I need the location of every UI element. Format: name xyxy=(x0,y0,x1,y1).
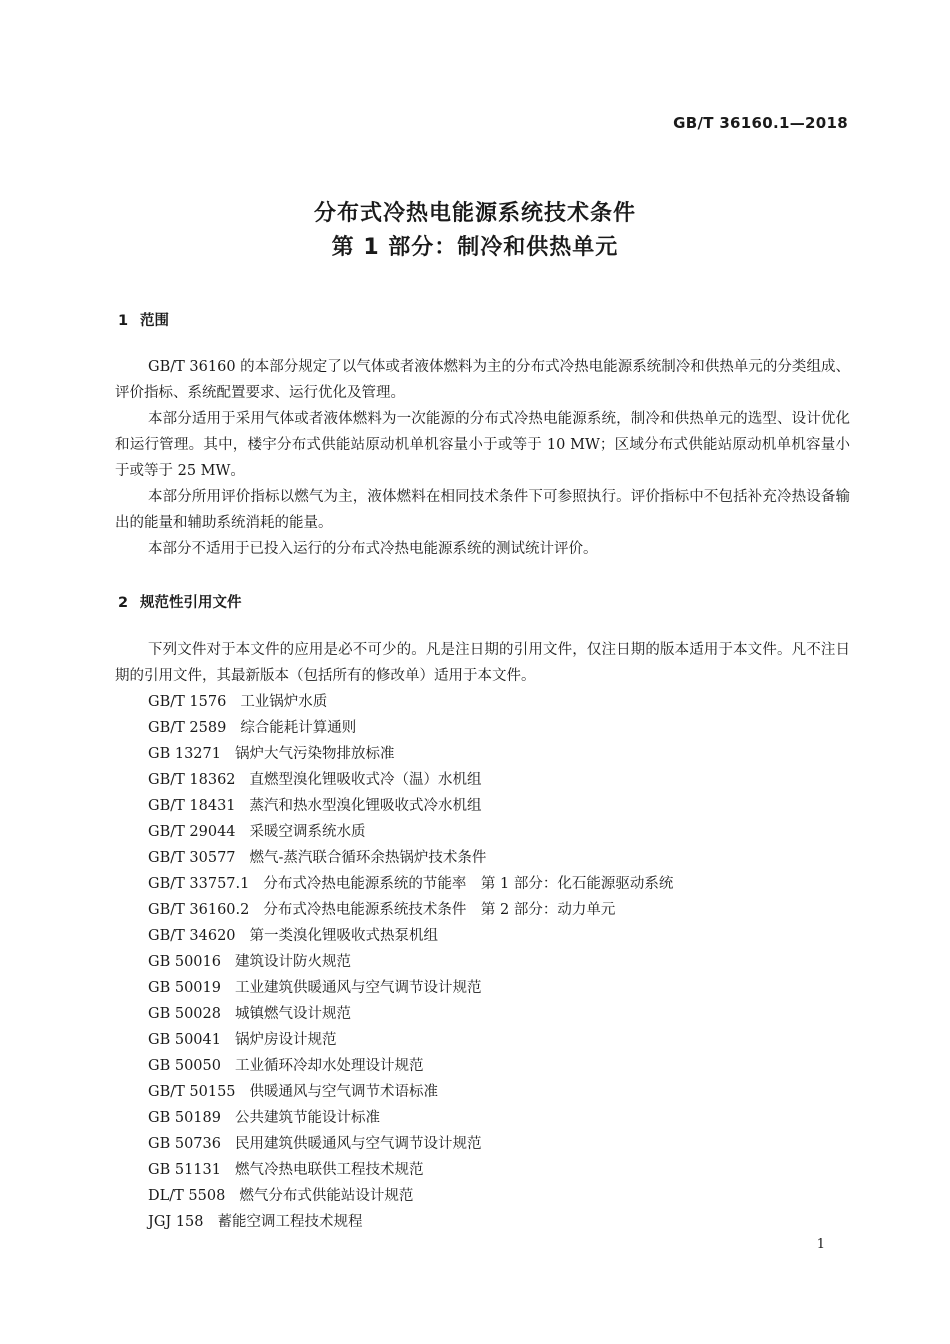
reference-item xyxy=(148,1157,673,1183)
reference-code: GB 50019 xyxy=(148,980,221,996)
reference-item xyxy=(148,741,673,767)
reference-item xyxy=(148,689,673,715)
reference-code: GB/T 1576 xyxy=(148,694,227,710)
reference-item xyxy=(148,845,673,871)
document-title-line1: 分布式冷热电能源系统技术条件 xyxy=(313,201,636,226)
reference-code: GB/T 29044 xyxy=(148,824,236,840)
reference-item xyxy=(148,1001,673,1027)
reference-item xyxy=(148,793,673,819)
reference-item xyxy=(148,1079,673,1105)
reference-code: GB 50041 xyxy=(148,1032,221,1048)
document-title-line2: 第 1 部分：制冷和供热单元 xyxy=(331,235,619,260)
reference-code: GB/T 34620 xyxy=(148,928,236,944)
section-1-heading xyxy=(118,309,169,330)
reference-code: JGJ 158 xyxy=(148,1214,204,1230)
reference-code: GB 50189 xyxy=(148,1110,221,1126)
reference-title: 蒸汽和热水型溴化锂吸收式冷水机组 xyxy=(249,798,482,814)
reference-title: 工业循环冷却水处理设计规范 xyxy=(234,1058,424,1074)
reference-item xyxy=(148,897,673,923)
reference-item xyxy=(148,767,673,793)
section-title: 范围 xyxy=(140,313,169,329)
reference-item xyxy=(148,1053,673,1079)
reference-title: 城镇燃气设计规范 xyxy=(234,1006,351,1022)
reference-code: GB 13271 xyxy=(148,746,221,762)
reference-code: GB/T 50155 xyxy=(148,1084,236,1100)
reference-title: 锅炉房设计规范 xyxy=(234,1032,337,1048)
reference-code: GB 50736 xyxy=(148,1136,221,1152)
reference-code: GB/T 36160.2 xyxy=(148,902,250,918)
reference-item xyxy=(148,1105,673,1131)
reference-item xyxy=(148,1131,673,1157)
reference-code: GB 50050 xyxy=(148,1058,221,1074)
reference-title: 分布式冷热电能源系统的节能率 第 1 部分：化石能源驱动系统 xyxy=(263,876,674,892)
reference-code: DL/T 5508 xyxy=(148,1188,226,1204)
reference-title: 工业锅炉水质 xyxy=(240,694,328,710)
reference-item xyxy=(148,1027,673,1053)
reference-item xyxy=(148,871,673,897)
scope-paragraph-1: GB/T 36160 的本部分规定了以气体或者液体燃料为主的分布式冷热电能源系统制冷和供热单元的分类组成、评价指标、系统配置要求、运行优化及管理。 xyxy=(115,359,850,401)
scope-paragraph-2: 本部分适用于采用气体或者液体燃料为一次能源的分布式冷热电能源系统，制冷和供热单元的选型、设计优化和运行管理。其中，楼宇分布式供能站原动机单机容量小于或等于 10 MW；区域分布式供能站原动机单机容量小于或等于 25 MW。 xyxy=(115,411,850,479)
reference-item xyxy=(148,1209,673,1235)
reference-title: 直燃型溴化锂吸收式冷（温）水机组 xyxy=(249,772,482,788)
page-number: 1 xyxy=(816,1237,825,1252)
reference-item xyxy=(148,923,673,949)
reference-title: 民用建筑供暖通风与空气调节设计规范 xyxy=(234,1136,482,1152)
reference-item xyxy=(148,715,673,741)
reference-code: GB/T 18431 xyxy=(148,798,236,814)
reference-title: 采暖空调系统水质 xyxy=(249,824,366,840)
standard-number: GB/T 36160.1—2018 xyxy=(673,114,848,132)
reference-title: 工业建筑供暖通风与空气调节设计规范 xyxy=(234,980,482,996)
reference-code: GB 50028 xyxy=(148,1006,221,1022)
reference-title: 分布式冷热电能源系统技术条件 第 2 部分：动力单元 xyxy=(263,902,616,918)
scope-paragraph-4: 本部分不适用于已投入运行的分布式冷热电能源系统的测试统计评价。 xyxy=(148,541,598,557)
reference-title: 锅炉大气污染物排放标准 xyxy=(234,746,395,762)
reference-title: 综合能耗计算通则 xyxy=(240,720,357,736)
section-number: 2 xyxy=(118,595,129,611)
reference-code: GB/T 18362 xyxy=(148,772,236,788)
scope-paragraph-3: 本部分所用评价指标以燃气为主，液体燃料在相同技术条件下可参照执行。评价指标中不包括补充冷热设备输出的能量和辅助系统消耗的能量。 xyxy=(115,489,850,531)
reference-title: 蓄能空调工程技术规程 xyxy=(217,1214,363,1230)
reference-item xyxy=(148,975,673,1001)
reference-item xyxy=(148,1183,673,1209)
reference-code: GB/T 33757.1 xyxy=(148,876,250,892)
reference-code: GB 50016 xyxy=(148,954,221,970)
reference-item xyxy=(148,819,673,845)
reference-item xyxy=(148,949,673,975)
section-title: 规范性引用文件 xyxy=(140,595,242,611)
reference-code: GB/T 2589 xyxy=(148,720,227,736)
reference-title: 燃气分布式供能站设计规范 xyxy=(239,1188,414,1204)
references-intro-paragraph: 下列文件对于本文件的应用是必不可少的。凡是注日期的引用文件，仅注日期的版本适用于本文件。凡不注日期的引用文件，其最新版本（包括所有的修改单）适用于本文件。 xyxy=(115,642,850,684)
reference-title: 燃气-蒸汽联合循环余热锅炉技术条件 xyxy=(249,850,487,866)
reference-code: GB 51131 xyxy=(148,1162,221,1178)
reference-title: 公共建筑节能设计标准 xyxy=(234,1110,380,1126)
reference-title: 建筑设计防火规范 xyxy=(234,954,351,970)
reference-code: GB/T 30577 xyxy=(148,850,236,866)
section-2-heading xyxy=(118,591,242,612)
reference-title: 燃气冷热电联供工程技术规范 xyxy=(234,1162,424,1178)
section-number: 1 xyxy=(118,313,129,329)
normative-references-list xyxy=(148,689,673,1235)
reference-title: 第一类溴化锂吸收式热泵机组 xyxy=(249,928,439,944)
reference-title: 供暖通风与空气调节术语标准 xyxy=(249,1084,439,1100)
